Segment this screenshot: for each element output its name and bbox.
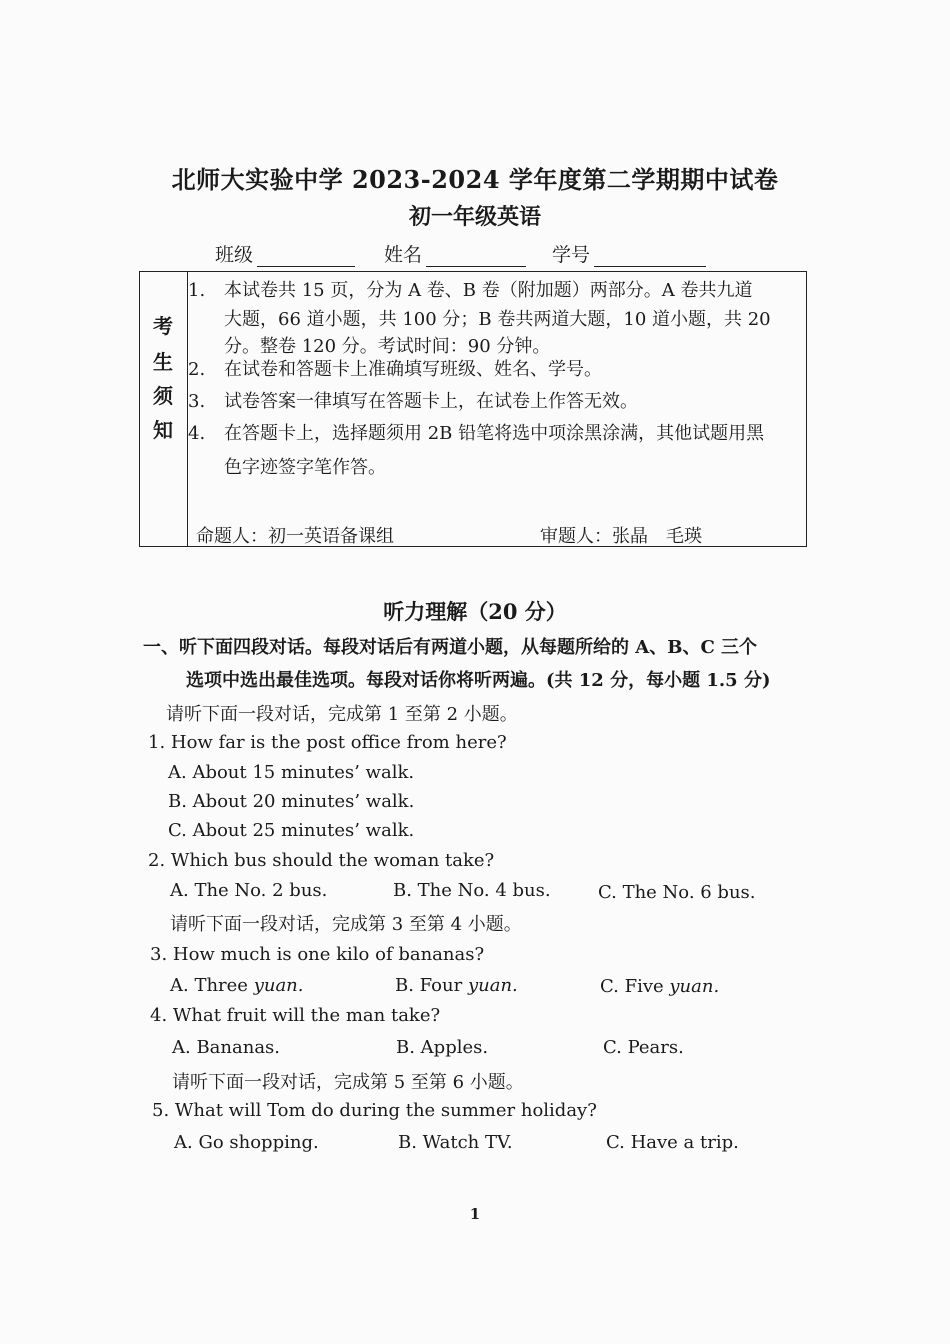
q2-option-a: A. The No. 2 bus. xyxy=(170,880,328,901)
question-2: 2. Which bus should the woman take? xyxy=(148,850,495,871)
q2-option-b: B. The No. 4 bus. xyxy=(393,880,551,901)
student-id-field xyxy=(552,240,706,267)
notice-box xyxy=(139,271,807,547)
q1-option-c: C. About 25 minutes’ walk. xyxy=(168,820,415,841)
notice-item xyxy=(188,275,752,306)
name-blank xyxy=(426,248,526,267)
notice-label-char: 知 xyxy=(153,418,173,442)
q3-option-a-text: A. Three xyxy=(170,975,248,996)
q3-option-b xyxy=(395,975,518,996)
author-credit: 命题人：初一英语备课组 xyxy=(196,526,394,547)
notice-item-text: 本试卷共 15 页，分为 A 卷、B 卷（附加题）两部分。A 卷共九道 xyxy=(224,280,753,301)
section-heading: 听力理解（20 分） xyxy=(383,599,567,624)
notice-item xyxy=(188,386,638,417)
notice-item-text: 在试卷和答题卡上准确填写班级、姓名、学号。 xyxy=(224,359,602,380)
class-label: 班级 xyxy=(215,244,254,266)
sub-instruction: 请听下面一段对话，完成第 5 至第 6 小题。 xyxy=(172,1072,524,1093)
notice-item-text: 在答题卡上，选择题须用 2B 铅笔将选中项涂黑涂满，其他试题用黑 xyxy=(224,423,765,444)
q3-option-b-text: B. Four xyxy=(395,975,463,996)
name-field xyxy=(384,240,526,267)
page-number: 1 xyxy=(469,1205,481,1223)
q4-option-c: C. Pears. xyxy=(603,1037,684,1058)
question-5: 5. What will Tom do during the summer holiday? xyxy=(152,1100,597,1121)
q5-option-b: B. Watch TV. xyxy=(398,1132,513,1153)
class-field xyxy=(215,240,355,267)
q3-option-c-text: C. Five xyxy=(600,976,664,997)
q1-option-b: B. About 20 minutes’ walk. xyxy=(168,791,415,812)
exam-subtitle: 初一年级英语 xyxy=(408,204,541,230)
part1-instruction-cont: 选项中选出最佳选项。每段对话你将听两遍。(共 12 分，每小题 1.5 分) xyxy=(186,670,771,691)
notice-item-number: 1. xyxy=(188,280,206,301)
q3-option-c xyxy=(600,976,719,997)
q5-option-c: C. Have a trip. xyxy=(606,1132,739,1153)
notice-item-number: 4. xyxy=(188,423,206,444)
q1-option-a: A. About 15 minutes’ walk. xyxy=(168,762,415,783)
notice-item xyxy=(188,354,602,385)
notice-label-char: 须 xyxy=(153,384,173,408)
notice-label-char: 生 xyxy=(153,350,173,374)
notice-item xyxy=(188,418,764,449)
exam-title: 北师大实验中学 2023-2024 学年度第二学期期中试卷 xyxy=(171,165,779,194)
notice-label-column xyxy=(140,272,188,546)
notice-label-char: 考 xyxy=(153,314,173,338)
question-3: 3. How much is one kilo of bananas? xyxy=(150,944,485,965)
notice-item-continuation: 大题，66 道小题，共 100 分；B 卷共两道大题，10 道小题，共 20 xyxy=(224,309,771,330)
q3-option-b-unit: yuan. xyxy=(467,975,518,996)
question-4: 4. What fruit will the man take? xyxy=(150,1005,441,1026)
q4-option-a: A. Bananas. xyxy=(172,1037,281,1058)
sub-instruction: 请听下面一段对话，完成第 1 至第 2 小题。 xyxy=(166,704,518,725)
reviewer-credit: 审题人：张晶 毛瑛 xyxy=(540,526,702,547)
notice-item-text: 试卷答案一律填写在答题卡上，在试卷上作答无效。 xyxy=(224,391,638,412)
notice-item-number: 3. xyxy=(188,391,206,412)
student-id-label: 学号 xyxy=(552,244,591,266)
q2-option-c: C. The No. 6 bus. xyxy=(598,882,756,903)
q3-option-c-unit: yuan. xyxy=(669,976,720,997)
question-1: 1. How far is the post office from here? xyxy=(148,732,507,753)
q3-option-a-unit: yuan. xyxy=(253,975,304,996)
student-id-blank xyxy=(594,248,706,267)
q5-option-a: A. Go shopping. xyxy=(174,1132,319,1153)
notice-item-number: 2. xyxy=(188,359,206,380)
notice-item-continuation: 分。整卷 120 分。考试时间：90 分钟。 xyxy=(224,336,551,357)
notice-item-continuation: 色字迹签字笔作答。 xyxy=(224,457,386,478)
sub-instruction: 请听下面一段对话，完成第 3 至第 4 小题。 xyxy=(170,914,522,935)
class-blank xyxy=(257,248,355,267)
name-label: 姓名 xyxy=(384,244,423,266)
part1-instruction: 一、听下面四段对话。每段对话后有两道小题，从每题所给的 A、B、C 三个 xyxy=(143,637,758,658)
q4-option-b: B. Apples. xyxy=(396,1037,489,1058)
q3-option-a xyxy=(170,975,304,996)
